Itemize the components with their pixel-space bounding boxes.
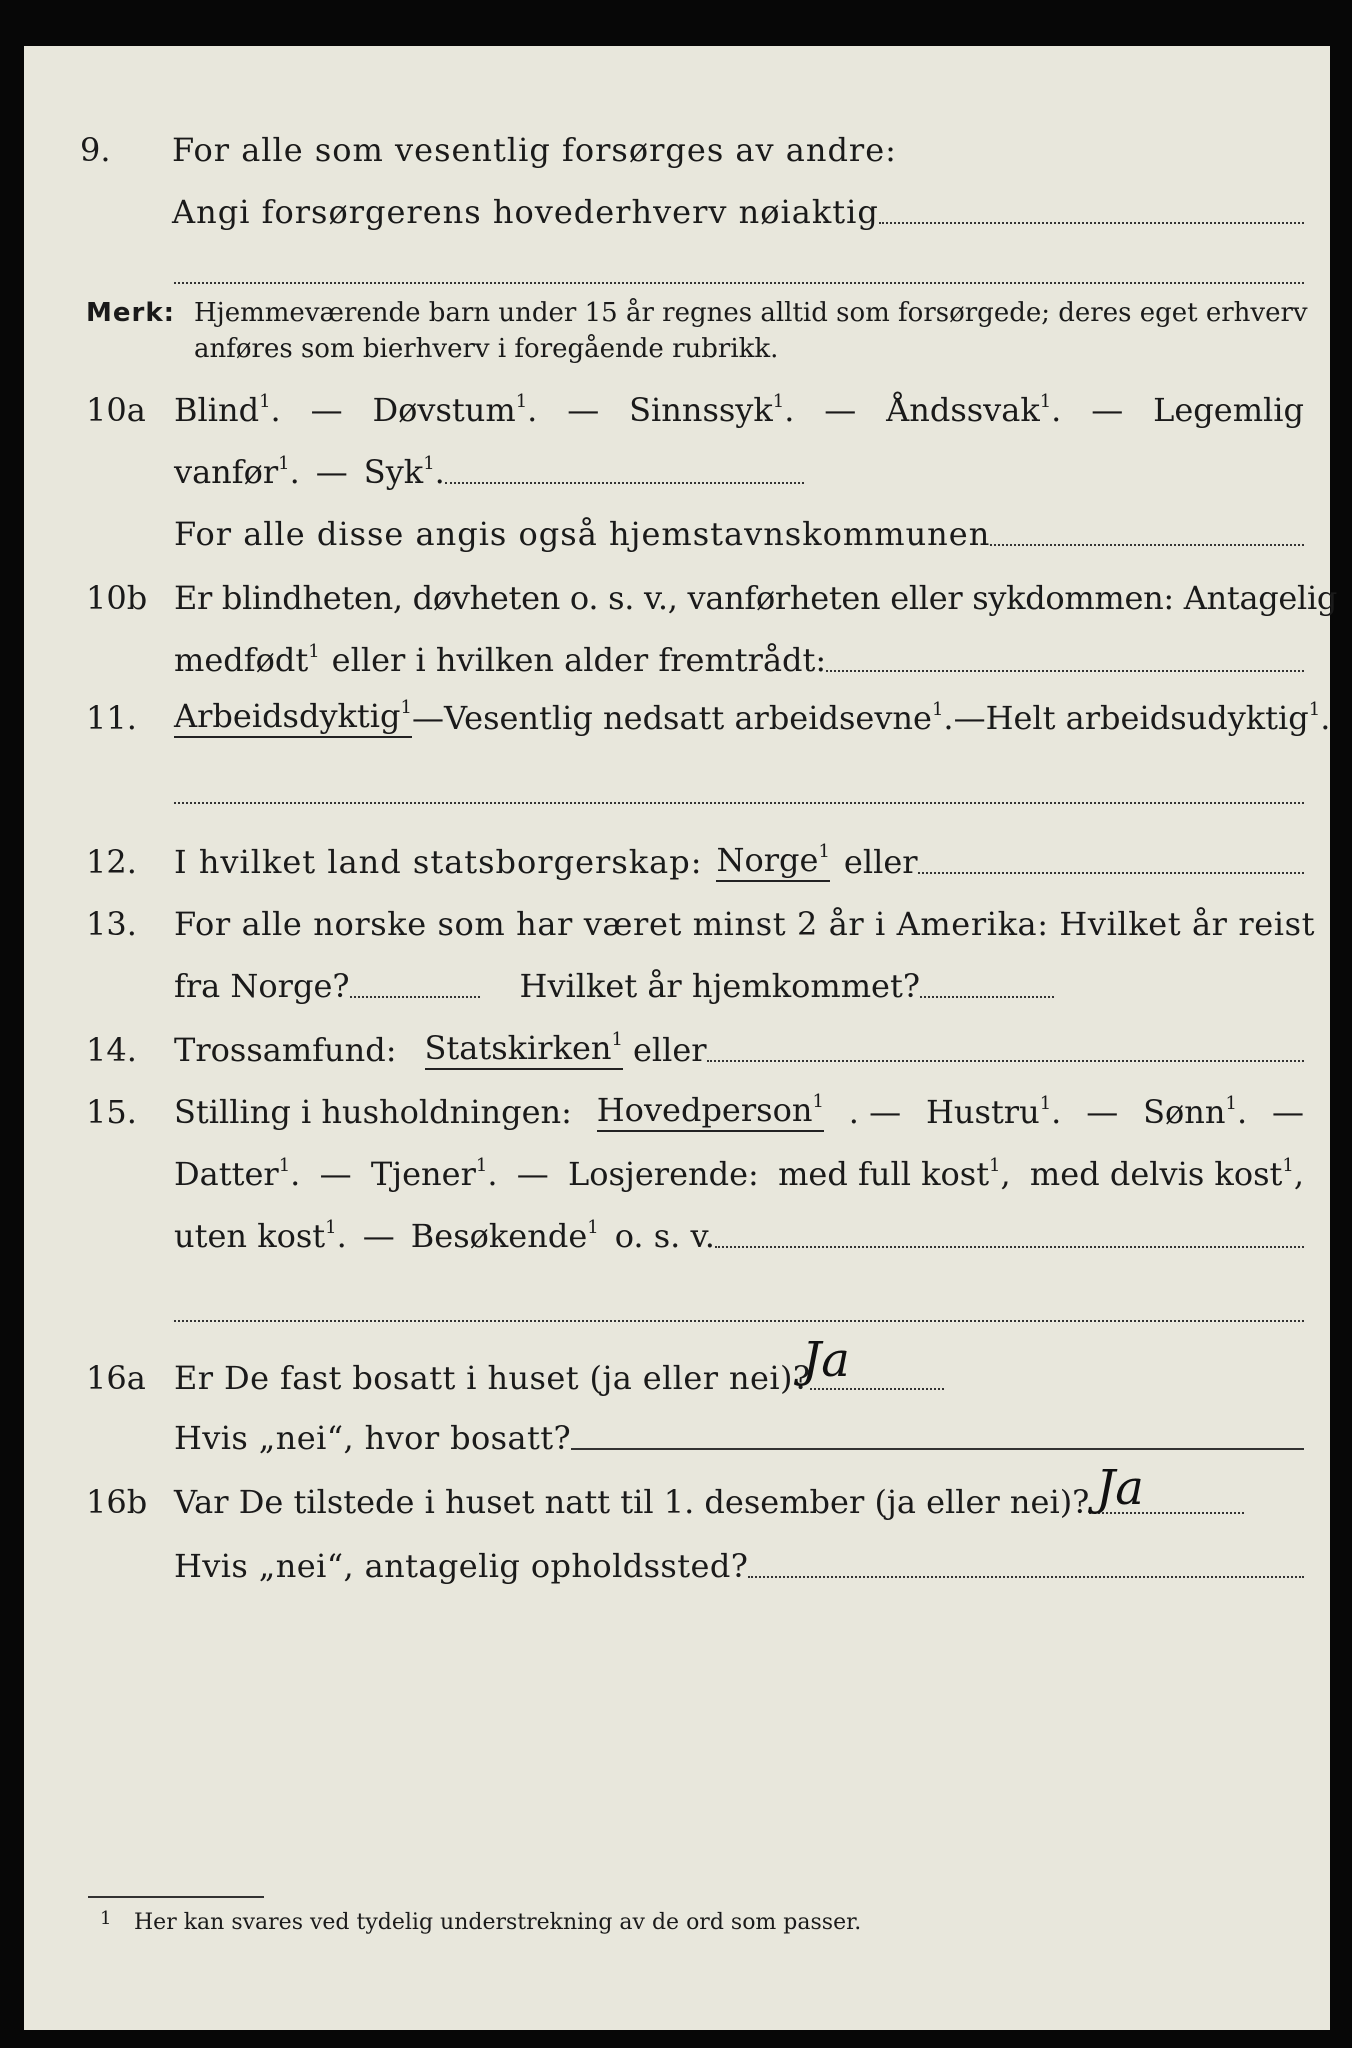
q14-eller: eller [632,1031,707,1069]
opt-udyktig[interactable]: Helt arbeidsudyktig$^1$. [985,699,1331,737]
dash: — [953,699,986,737]
q13-hjem-label: Hvilket år hjemkommet? [519,967,920,1005]
q12-other-field[interactable] [918,872,1304,874]
q13-line2 [174,960,1054,1006]
dash: — [1086,1093,1119,1131]
q16b-sted-field[interactable] [748,1576,1304,1578]
opt-hustru[interactable]: Hustru$^1$. [926,1093,1062,1131]
q16a-label: Er De fast bosatt i huset (ja eller nei)? [174,1359,811,1397]
q15-losjerende: Losjerende: [567,1155,759,1193]
q13-number: 13. [86,905,137,943]
opt-sinnssyk[interactable]: Sinnssyk$^1$. [629,391,795,429]
footnote [100,1908,862,1935]
opt-datter[interactable]: Datter$^1$. [174,1155,301,1193]
opt-vanfor[interactable]: vanfør$^1$. [174,453,300,491]
q9-text: For alle som vesentlig forsørges av andre: [172,131,897,169]
q12-number: 12. [86,843,137,881]
q13-line1 [174,898,1316,944]
q15-osv: o. s. v. [614,1217,715,1255]
q12-label: I hvilket land statsborgerskap: [174,843,703,881]
q16b-label: Var De tilstede i huset natt til 1. desember (ja eller nei)? [174,1483,1090,1521]
q10b-number: 10b [86,579,148,617]
opt-full-kost[interactable]: med full kost$^1$, [778,1155,1011,1193]
q15-number: 15. [86,1093,137,1131]
dash: — [567,391,600,429]
opt-hovedperson[interactable]: Hovedperson$^1$ [597,1090,824,1132]
opt-tjener[interactable]: Tjener$^1$. [370,1155,498,1193]
q10b-line1 [174,572,1338,618]
q9-extra-line[interactable] [174,282,1304,284]
q9-line1 [172,124,1304,170]
opt-statskirken[interactable]: Statskirken$^1$ [425,1028,623,1070]
q16a-handwritten-answer: Ja [802,1332,850,1388]
q14-label: Trossamfund: [174,1031,397,1069]
q11-line [174,692,1331,738]
q12-eller: eller [843,843,918,881]
q16a-bosatt-label: Hvis „nei“, hvor bosatt? [174,1419,572,1457]
dash: — [411,699,444,737]
opt-dovstum[interactable]: Døvstum$^1$. [372,391,538,429]
opt-arbeidsdyktig[interactable]: Arbeidsdyktig$^1$ [174,696,412,738]
merk-label: Merk: [86,298,176,328]
q15-extra-line[interactable] [174,1320,1304,1322]
q13-hjem-field[interactable] [920,996,1054,998]
q15-label: Stilling i husholdningen: [174,1093,572,1131]
q10b-text: Er blindheten, døvheten o. s. v., vanførheten eller sykdommen: Antagelig [174,579,1338,617]
q13-reist-field[interactable] [350,996,480,998]
opt-legemlig[interactable]: Legemlig [1153,391,1304,429]
q10a-number: 10a [86,391,146,429]
dash: — [362,1217,395,1255]
q16b-line1 [174,1476,1244,1522]
dash: — [319,1155,352,1193]
q16a-bosatt-field[interactable] [571,1448,1304,1450]
q10a-line3 [174,508,1304,554]
opt-syk[interactable]: Syk$^1$. [363,453,445,491]
q13-text: For alle norske som har været minst 2 år i Amerika: Hvilket år reist [174,905,1316,943]
opt-norge[interactable]: Norge$^1$ [716,840,829,882]
opt-andssvak[interactable]: Åndssvak$^1$. [886,391,1062,429]
q10b-alder-field[interactable] [826,670,1304,672]
q16a-number: 16a [86,1359,146,1397]
q16b-handwritten-answer: Ja [1096,1460,1144,1516]
q10a-kommune-label: For alle disse angis også hjemstavnskommunen [174,515,991,553]
dash: — [824,391,857,429]
q11-number: 11. [86,699,137,737]
merk-line1: Hjemmeværende barn under 15 år regnes alltid som forsørgede; deres eget erhverv [194,298,1308,328]
q12-line [174,836,1304,882]
q14-number: 14. [86,1031,137,1069]
q10a-syk-field[interactable] [445,482,804,484]
opt-nedsatt[interactable]: Vesentlig nedsatt arbeidsevne$^1$. [443,699,954,737]
q9-line2 [172,186,1304,232]
opt-medfodt[interactable]: medfødt$^1$ [174,641,320,679]
dash: — [516,1155,549,1193]
q10a-line2 [174,446,804,492]
census-form-page [24,46,1338,2030]
footnote-rule [88,1896,264,1898]
footnote-mark: 1 [100,1908,112,1929]
q16a-answer-field[interactable] [810,1388,944,1390]
q9-answer-field[interactable] [879,222,1304,224]
q10a-line1 [174,384,1304,430]
dash: — [1091,391,1124,429]
q16a-line2 [174,1412,1304,1458]
merk-line2: anføres som bierhverv i foregående rubrikk. [194,334,779,364]
q14-line [174,1024,1304,1070]
q11-extra-line[interactable] [174,802,1304,804]
dash: — [315,453,348,491]
q15-other-field[interactable] [715,1246,1304,1248]
dash: — [1271,1093,1304,1131]
q15-line1 [174,1086,1304,1132]
q10a-kommune-field[interactable] [990,544,1304,546]
opt-delvis-kost[interactable]: med delvis kost$^1$, [1029,1155,1304,1193]
q16b-number: 16b [86,1483,148,1521]
q15-line3 [174,1210,1304,1256]
opt-sonn[interactable]: Sønn$^1$. [1143,1093,1248,1131]
footnote-text: Her kan svares ved tydelig understrekning av de ord som passer. [134,1910,862,1935]
opt-besokende[interactable]: Besøkende$^1$ [410,1217,599,1255]
dash: — [310,391,343,429]
q15-line2 [174,1148,1304,1194]
opt-uten-kost[interactable]: uten kost$^1$. [174,1217,347,1255]
q16b-sted-label: Hvis „nei“, antagelig opholdssted? [174,1547,749,1585]
q13-fra-label: fra Norge? [174,967,350,1005]
dash: . — [848,1093,902,1131]
q10b-line2 [174,634,1304,680]
q9-number: 9. [80,131,111,169]
q16b-line2 [174,1540,1304,1586]
q10b-alder-label: eller i hvilken alder fremtrådt: [331,641,827,679]
opt-blind[interactable]: Blind$^1$. [174,391,281,429]
q9-label: Angi forsørgerens hovederhverv nøiaktig [172,193,879,231]
q14-other-field[interactable] [707,1060,1304,1062]
